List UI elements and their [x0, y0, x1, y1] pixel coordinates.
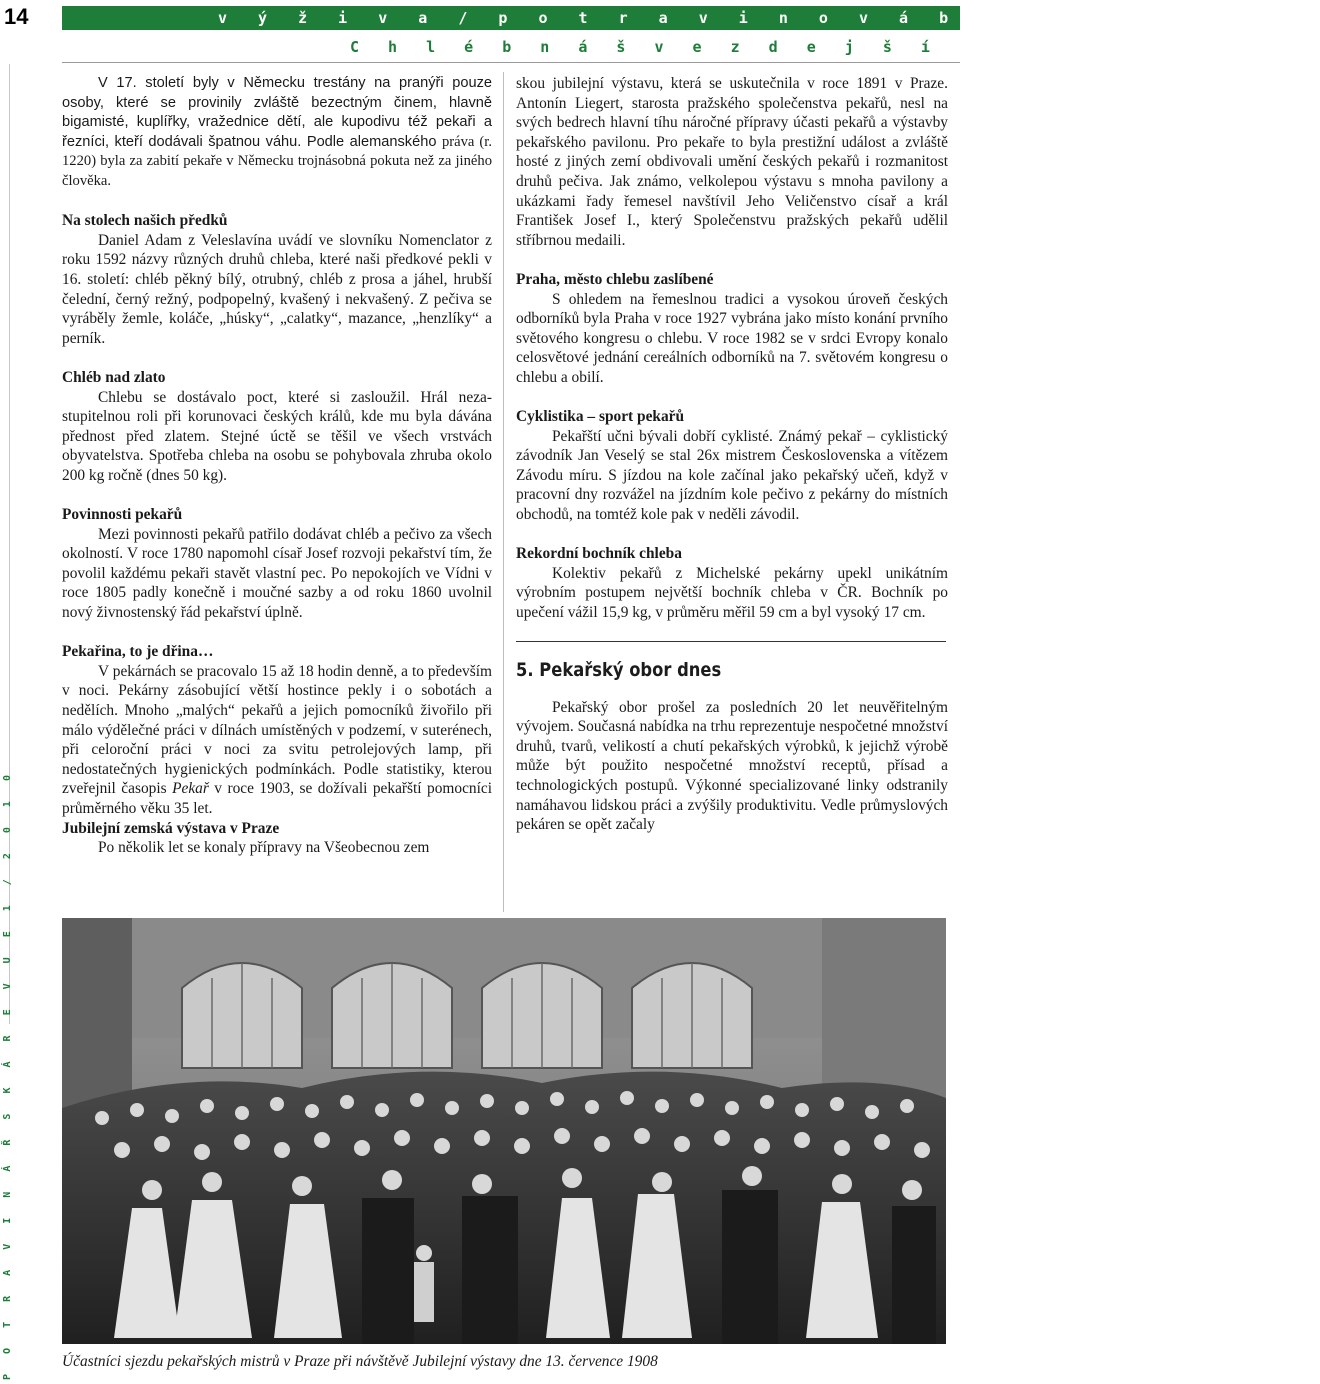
photo-caption: Účastníci sjezdu pekařských mistrů v Praze při návštěvě Jubilejní výstavy dne 13. července 1908	[62, 1353, 658, 1370]
section-header-bar: v ý ž i v a / p o t r a v i n o v á b e z p e č n o s t	[62, 6, 960, 30]
paragraph-pekarina	[62, 662, 492, 819]
pekarina-text-a: V pekárnách se pracovalo 15 až 18 hodin denně, a to především v noci. Pekárny zásobující větší hostince pekly i o sobotách a nedělích. Mnoho „malých“ pekařů a jejich pomocníků živořilo při málo výdělečné práci v dílnách umístěných v podzemí, v suterénech, při celoroční práci v noci za svitu petrolejových lamp, při nedostatečných hygienických podmínkách. Podle statistiky, kterou zveřejnil časopis	[62, 662, 492, 798]
article-title: C h l é b n á š v e z d e j š í	[350, 38, 940, 56]
intro-text-sans: V 17. století byly v Německu trestány na pranýři pouze osoby, které se provinily zvláště bezectným činem, hlavně bigamisté, kuplířky, vražednice dětí, ale kupodivu též pekaři a řezníci, kteří dodávali špatnou váhu. Podle alemanského	[62, 75, 492, 150]
column-divider	[503, 72, 504, 912]
paragraph-praha: S ohledem na řemeslnou tradici a vysokou úroveň českých odborníků byla Praha v roce 1927 vybrána jako místo konání prvního světového kongresu o chlebu. V roce 1982 se v srdci Evropy konalo celosvětové jednání cereálních odborníků na 7. světovém kongresu o chlebu a obilí.	[516, 290, 948, 386]
paragraph-pekarsky-obor: Pekařský obor prošel za posledních 20 let neuvěřitelným vývojem. Současná nabídka na trhu reprezentuje nespočetné množství druhů, tvarů, velikostí a chutí pekařských výrobků, k jejichž výrobě může být použito nespočetné množství receptů, přísad a technologických postupů. Výkonné specializované linky odstranily namáhavou lidskou práci a zvýšily produktivitu. Vedle průmyslových pekáren se opět začaly	[516, 698, 948, 834]
paragraph-jubilejni: Po několik let se konaly přípravy na Všeobecnou zem	[98, 839, 430, 857]
right-column	[516, 74, 948, 835]
section-divider	[516, 641, 946, 642]
intro-text-serif: práva (r. 1220) byla za zabití pekaře v Německu trojnásobná pokuta než za jiného člověka.	[62, 133, 492, 189]
heading-jubilejni: Jubilejní zemská výstava v Praze	[62, 819, 280, 837]
heading-chleb-nad-zlato: Chléb nad zlato	[62, 368, 166, 386]
magazine-name-pekar: Pekař	[172, 780, 209, 798]
header-divider	[62, 62, 960, 63]
paragraph-na-stolech: Daniel Adam z Veleslavína uvádí ve slovníku Nomenclator z roku 1592 názvy různých druhů chleba, které naši předkové pekli v 16. století: chléb pěkný bílý, otrubný, chléb z prosa a jáhel, hrubší čelední, černý režný, podpopelný, kvašený i nekvašený. Z pečiva se vyráběly žemle, koláče, „húsky“, „calatky“, mazance, „henzlíky“ a perník.	[62, 231, 492, 347]
heading-cyklistika: Cyklistika – sport pekařů	[516, 408, 685, 426]
heading-praha: Praha, město chlebu zaslíbené	[516, 270, 714, 288]
historical-group-photo	[62, 918, 946, 1344]
heading-pekarina: Pekařina, to je dřina…	[62, 643, 214, 661]
paragraph-chleb-nad-zlato: Chlebu se dostávalo poct, které si zasloužil. Hrál nezastupitelnou roli při korunovaci českých králů, kde mu byla dávána přednost před zlatem. Stejné úctě se těšil ve všech vrstvách obyvatelstva. Spotřeba chleba na osobu se pohybovala zhruba okolo 200 kg ročně (dnes 50 kg).	[62, 388, 492, 484]
section-title-pekarsky-obor: 5. Pekařský obor dnes	[516, 658, 722, 681]
paragraph-cyklistika: Pekařští učni bývali dobří cyklisté. Známý pekař – cyklistický závodník Jan Veselý se stal 26x mistrem Československa a vítězem Závodu míru. S jízdou na kole začínal jako pekařský učeň, když v pracovní dny rozvážel na jízdním kole pečivo z pekárny do místních obchodů, na tomtéž kole pak v neděli závodil.	[516, 427, 948, 524]
pekarina-text-b: v roce 1903, se dožívali pekařští pomocníci průměrného věku 35 let.	[62, 780, 493, 817]
heading-na-stolech: Na stolech našich předků	[62, 212, 228, 230]
heading-rekordni-bochnik: Rekordní bochník chleba	[516, 545, 682, 563]
page-number: 14	[4, 4, 29, 29]
paragraph-jubilejni-continued: skou jubilejní výstavu, která se uskutečnila v roce 1891 v Praze. Antonín Liegert, starosta pražského společenstva pekařů, nesl na svých bedrech hlavní tíhu náročné přípravy účasti pekařů a výstavby pekařského pavilonu. Pro pekaře to byla prestižní událost a zvláště hosté z jiných zemí obdivovali umění českých pekařů i rozmanitost druhů pečiva. Jak známo, velkolepou výstavu s mnoha pavilony a ukázkami řady řemesel navštívil Jeho Veličenstvo císař a král František Josef I., který Společenstvu pražských pekařů udělil stříbrnou medaili.	[516, 75, 948, 249]
group-photo-illustration	[62, 918, 946, 1344]
left-column	[62, 74, 492, 858]
intro-paragraph	[62, 74, 492, 192]
heading-povinnosti: Povinnosti pekařů	[62, 506, 183, 524]
paragraph-povinnosti: Mezi povinnosti pekařů patřilo dodávat chléb a pečivo za všech okolností. V roce 1780 napomohl císař Josef rozvoji pekařství tím, že povolil každému pekaři stavět vlastní pec. Po nepokojích ve Vídni v roce 1805 padly konečně i moučné sazby a od roku 1860 uvolnil nový živnostenský řád pekařství úplně.	[62, 525, 492, 622]
magazine-side-label: P O T R A V I N Á Ř S K Á R E V U E 1 / 2 0 1 0	[2, 768, 13, 1380]
paragraph-rekordni-bochnik: Kolektiv pekařů z Michelské pekárny upekl unikátním výrobním postupem největší bochník chleba v ČR. Bochník po upečení vážil 15,9 kg, v průměru měřil 59 cm a byl vysoký 17 cm.	[516, 564, 948, 622]
